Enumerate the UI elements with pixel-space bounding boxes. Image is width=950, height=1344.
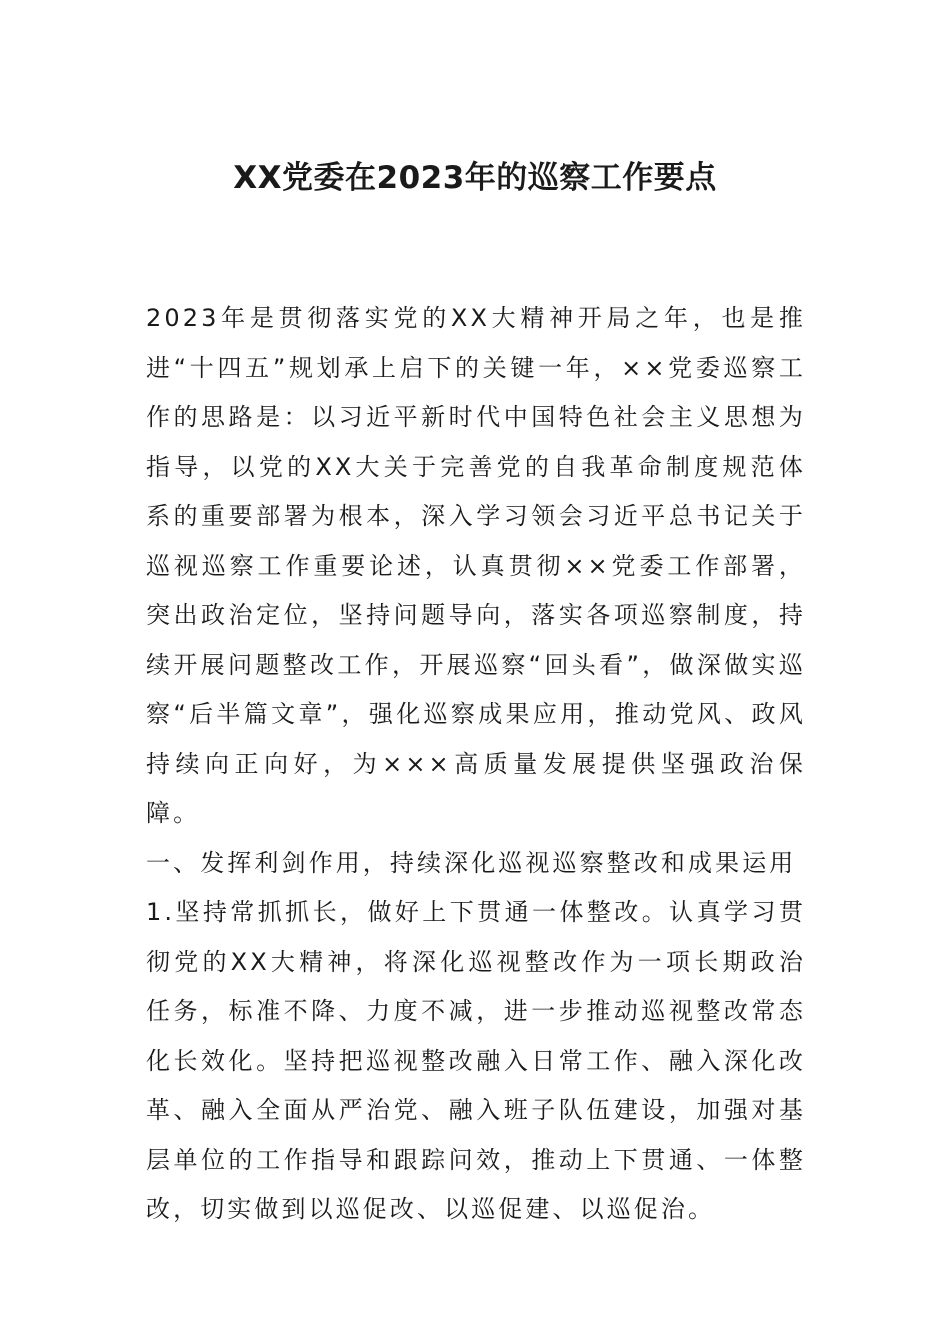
- document-body: [146, 294, 806, 1235]
- document-title: XX党委在2023年的巡察工作要点: [233, 160, 717, 196]
- section-heading: 一、发挥利剑作用，持续深化巡视巡察整改和成果运用: [146, 848, 797, 877]
- numbered-paragraph: 1.坚持常抓抓长，做好上下贯通一体整改。认真学习贯彻党的XX大精神，将深化巡视整改作为一项长期政治任务，标准不降、力度不减，进一步推动巡视整改常态化长效化。坚持把巡视整改融入日常工作、融入深化改革、融入全面从严治党、融入班子队伍建设，加强对基层单位的工作指导和跟踪问效，推动上下贯通、一体整改，切实做到以巡促改、以巡促建、以巡促治。: [146, 898, 806, 1223]
- intro-paragraph: 2023年是贯彻落实党的XX大精神开局之年，也是推进“十四五”规划承上启下的关键一年，××党委巡察工作的思路是：以习近平新时代中国特色社会主义思想为指导，以党的XX大关于完善党的自我革命制度规范体系的重要部署为根本，深入学习领会习近平总书记关于巡视巡察工作重要论述，认真贯彻××党委工作部署，突出政治定位，坚持问题导向，落实各项巡察制度，持续开展问题整改工作，开展巡察“回头看”，做深做实巡察“后半篇文章”，强化巡察成果应用，推动党风、政风持续向正向好，为×××高质量发展提供坚强政治保障。: [146, 304, 806, 827]
